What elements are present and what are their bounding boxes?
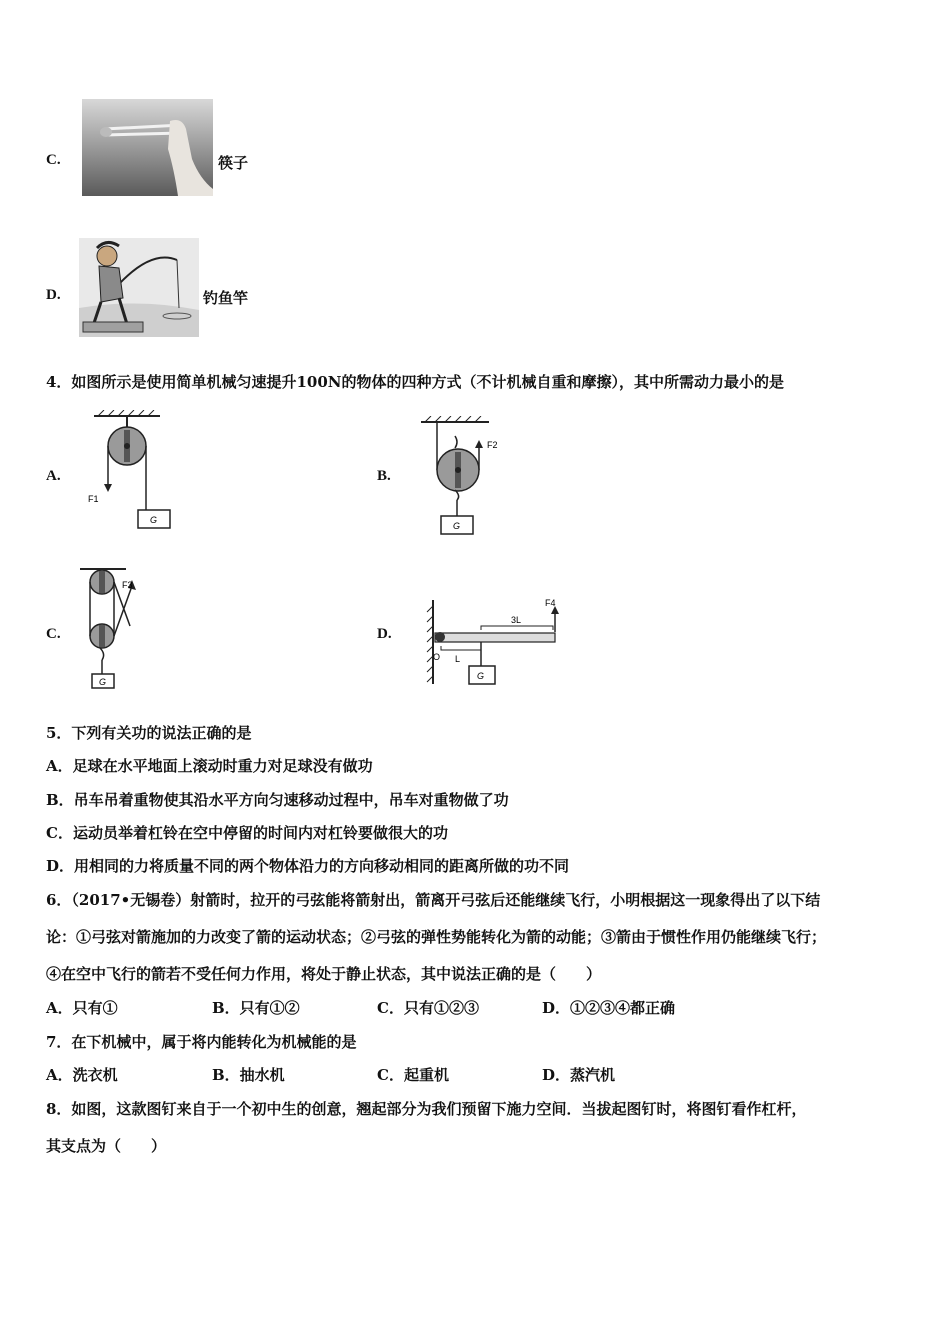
q5-option-c: C．运动员举着杠铃在空中停留的时间内对杠铃要做很大的功 — [46, 824, 448, 842]
q4a-weight-label: G — [150, 515, 158, 525]
q7-option-d: D．蒸汽机 — [542, 1066, 616, 1084]
q6-option-a: A．只有① — [46, 999, 118, 1017]
q4-option-a-letter: A. — [46, 468, 61, 484]
q4a-force-label: F1 — [88, 494, 99, 504]
q3-option-d-letter: D. — [46, 287, 61, 303]
q7-stem: 7．在下机械中，属于将内能转化为机械能的是 — [46, 1033, 357, 1051]
q4d-short-arm-label: L — [455, 654, 461, 664]
q4c-force-label: F3 — [122, 580, 133, 590]
q4d-weight-label: G — [477, 671, 485, 681]
q8-stem-line2: 其支点为（ ） — [46, 1137, 167, 1155]
q4d-pivot-label: O — [433, 652, 441, 662]
fishing-rod-image — [79, 238, 199, 337]
q5-option-b: B．吊车吊着重物使其沿水平方向匀速移动过程中，吊车对重物做了功 — [46, 791, 509, 809]
q4-option-d-letter: D. — [377, 626, 392, 642]
q8-stem-line1: 8．如图，这款图钉来自于一个初中生的创意，翘起部分为我们预留下施力空间．当拔起图钉时，将图钉看作杠杆， — [46, 1100, 807, 1118]
q5-option-d: D．用相同的力将质量不同的两个物体沿力的方向移动相同的距离所做的功不同 — [46, 857, 570, 875]
q3-option-c-letter: C. — [46, 152, 61, 168]
q3-option-c-label: 筷子 — [218, 154, 249, 172]
q4-option-c-letter: C. — [46, 626, 61, 642]
q5-stem: 5．下列有关功的说法正确的是 — [46, 724, 252, 742]
lever-diagram — [415, 596, 565, 688]
q4d-long-arm-label: 3L — [511, 615, 522, 625]
q6-stem-line3: ④在空中飞行的箭若不受任何力作用，将处于静止状态，其中说法正确的是（ ） — [46, 965, 602, 983]
q4d-force-label: F4 — [545, 598, 556, 608]
q6-option-b: B．只有①② — [212, 999, 300, 1017]
q7-option-a: A．洗衣机 — [46, 1066, 118, 1084]
q4-stem: 4．如图所示是使用简单机械匀速提升100N的物体的四种方式（不计机械自重和摩擦），其中所需动力最小的是 — [46, 373, 784, 391]
q4-option-b-letter: B. — [377, 468, 391, 484]
q6-stem-line1: 6．（2017•无锡卷）射箭时，拉开的弓弦能将箭射出，箭离开弓弦后还能继续飞行，小明根据这一现象得出了以下结 — [46, 891, 821, 909]
q6-option-d: D．①②③④都正确 — [542, 999, 676, 1017]
chopsticks-image — [82, 99, 213, 196]
q5-option-a: A．足球在水平地面上滚动时重力对足球没有做功 — [46, 757, 373, 775]
q6-option-c: C．只有①②③ — [377, 999, 479, 1017]
q7-option-b: B．抽水机 — [212, 1066, 285, 1084]
q6-stem-line2: 论：①弓弦对箭施加的力改变了箭的运动状态；②弓弦的弹性势能转化为箭的动能；③箭由于惯性作用仍能继续飞行； — [46, 928, 827, 946]
movable-pulley-diagram — [415, 416, 525, 541]
q4c-weight-label: G — [99, 677, 107, 687]
q7-option-c: C．起重机 — [377, 1066, 449, 1084]
q4b-force-label: F2 — [487, 440, 498, 450]
q4b-weight-label: G — [453, 521, 461, 531]
pulley-block-diagram — [80, 566, 160, 691]
fixed-pulley-diagram — [80, 410, 200, 535]
q3-option-d-label: 钓鱼竿 — [203, 289, 249, 307]
